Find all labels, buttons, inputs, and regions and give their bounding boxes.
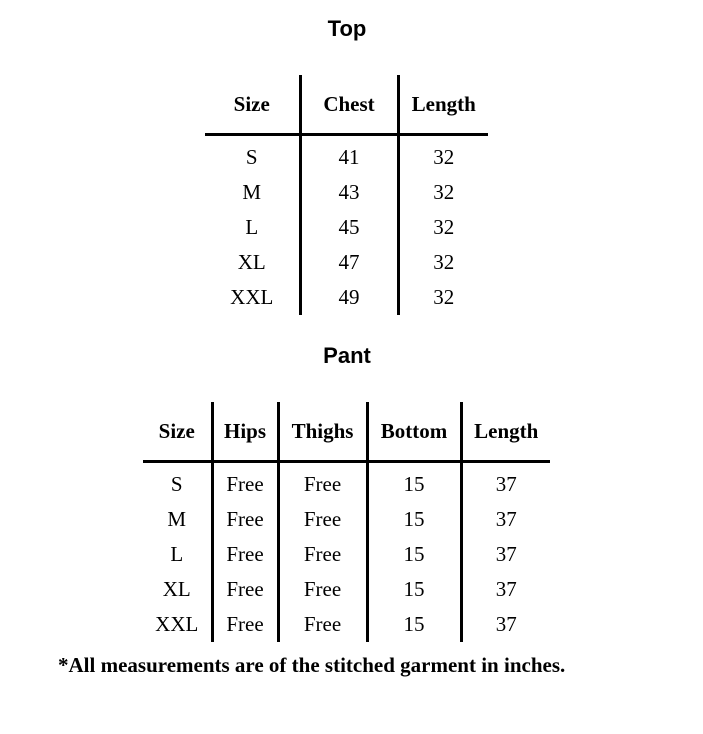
size-cell: L: [245, 215, 259, 239]
column-header-length: Length: [461, 402, 550, 462]
length-cell: 32: [398, 245, 488, 280]
hips-cell: Free: [212, 537, 278, 572]
hips-cell: Free: [212, 607, 278, 642]
bottom-cell: 15: [367, 502, 461, 537]
table-row: [143, 462, 550, 503]
length-cell: 32: [398, 135, 488, 176]
hips-cell: Free: [212, 502, 278, 537]
size-cell: S: [245, 145, 258, 169]
thighs-cell: Free: [278, 607, 367, 642]
size-cell: M: [167, 507, 187, 531]
size-cell: XL: [162, 577, 191, 601]
table-row: [143, 607, 550, 642]
table-row: [205, 135, 488, 176]
size-cell: XXL: [230, 285, 274, 309]
table-row: [205, 245, 488, 280]
top-size-chart-title: Top: [327, 16, 367, 41]
thighs-cell: Free: [278, 502, 367, 537]
top-size-table: [205, 75, 488, 315]
thighs-cell: Free: [278, 572, 367, 607]
chest-cell: 45: [300, 210, 398, 245]
size-cell: L: [170, 542, 184, 566]
hips-cell: Free: [212, 462, 278, 503]
length-cell: 32: [398, 210, 488, 245]
size-cell: S: [170, 472, 183, 496]
table-header-row: [143, 402, 550, 462]
thighs-cell: Free: [278, 462, 367, 503]
column-header-size: Size: [143, 402, 212, 462]
hips-cell: Free: [212, 572, 278, 607]
chest-cell: 43: [300, 175, 398, 210]
table-row: [143, 537, 550, 572]
column-header-chest: Chest: [300, 75, 398, 135]
column-header-bottom: Bottom: [367, 402, 461, 462]
bottom-cell: 15: [367, 572, 461, 607]
bottom-cell: 15: [367, 537, 461, 572]
bottom-cell: 15: [367, 607, 461, 642]
length-cell: 37: [461, 607, 550, 642]
length-cell: 32: [398, 175, 488, 210]
size-cell: M: [242, 180, 262, 204]
length-cell: 37: [461, 537, 550, 572]
pant-size-table: [143, 402, 550, 642]
chest-cell: 41: [300, 135, 398, 176]
table-row: [205, 210, 488, 245]
column-header-length: Length: [398, 75, 488, 135]
column-header-thighs: Thighs: [278, 402, 367, 462]
length-cell: 37: [461, 462, 550, 503]
bottom-cell: 15: [367, 462, 461, 503]
table-row: [205, 280, 488, 315]
thighs-cell: Free: [278, 537, 367, 572]
length-cell: 37: [461, 572, 550, 607]
length-cell: 37: [461, 502, 550, 537]
pant-size-chart-title: Pant: [323, 343, 371, 368]
table-row: [205, 175, 488, 210]
measurement-footnote: *All measurements are of the stitched garment in inches.: [58, 653, 566, 677]
column-header-hips: Hips: [212, 402, 278, 462]
table-header-row: [205, 75, 488, 135]
column-header-size: Size: [205, 75, 300, 135]
size-cell: XXL: [155, 612, 199, 636]
chest-cell: 49: [300, 280, 398, 315]
table-row: [143, 502, 550, 537]
table-row: [143, 572, 550, 607]
length-cell: 32: [398, 280, 488, 315]
chest-cell: 47: [300, 245, 398, 280]
size-cell: XL: [237, 250, 266, 274]
